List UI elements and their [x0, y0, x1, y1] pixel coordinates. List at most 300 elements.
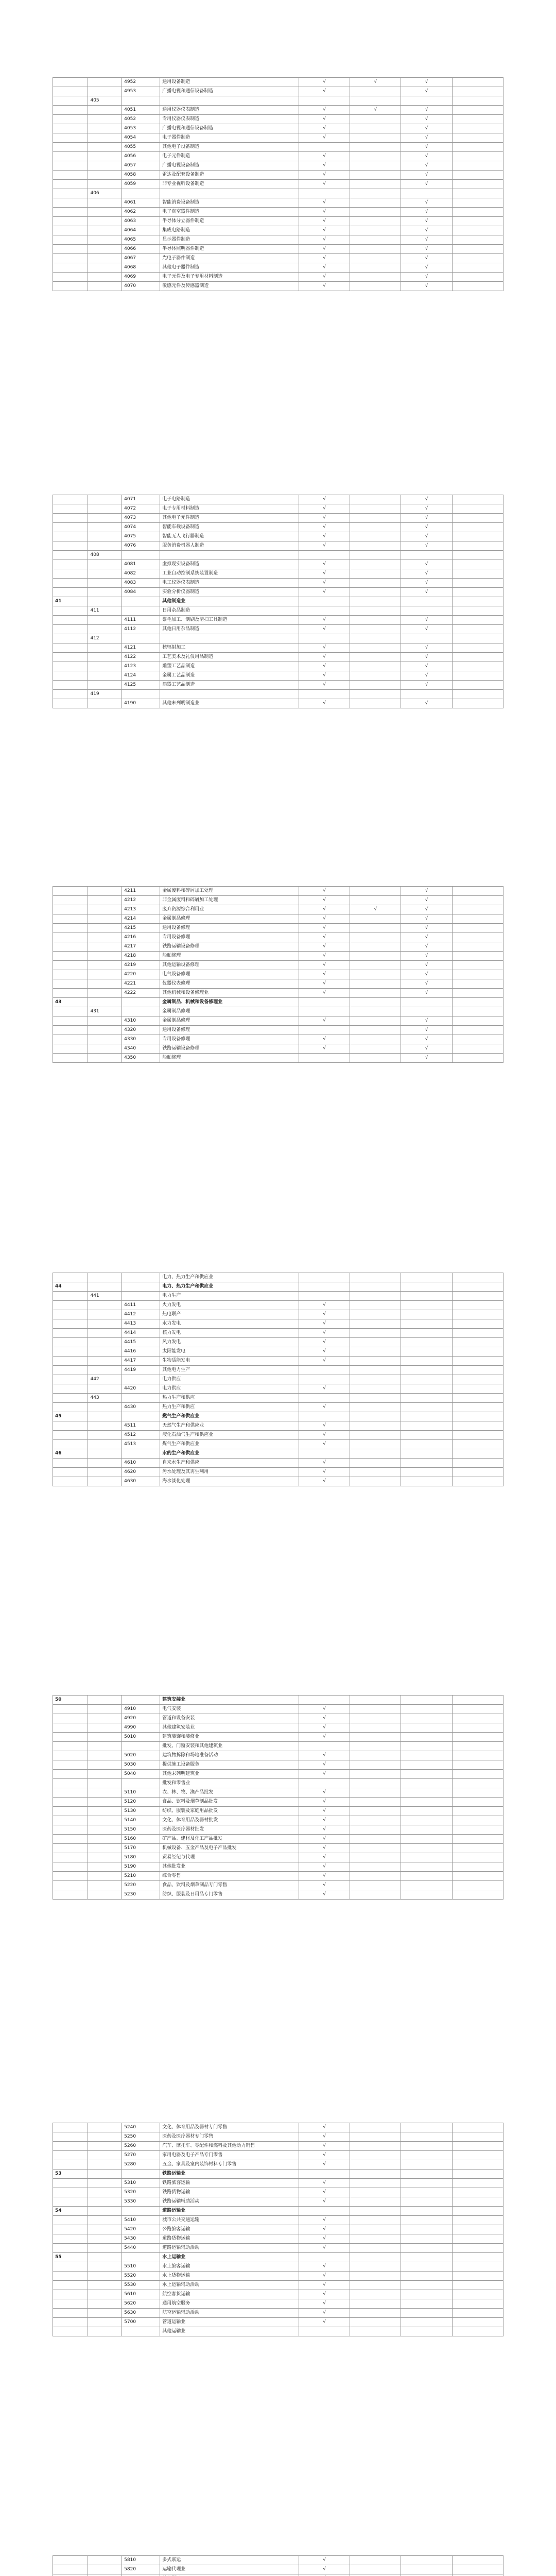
code-cell	[53, 2556, 88, 2565]
table-row	[53, 896, 503, 905]
mark-cell: √	[401, 245, 452, 254]
mark-cell	[299, 1375, 350, 1384]
name-cell: 日用杂品制造	[160, 606, 299, 616]
classification-table	[53, 77, 503, 291]
code-cell: 5420	[122, 2225, 160, 2234]
mark-cell: √	[401, 979, 452, 989]
mark-cell	[452, 1807, 503, 1816]
name-cell: 煤气生产和供应业	[160, 1440, 299, 1449]
code-cell	[88, 1310, 122, 1319]
name-cell	[160, 690, 299, 699]
table-row	[53, 1449, 503, 1459]
mark-cell: √	[350, 106, 401, 115]
code-cell	[88, 1459, 122, 1468]
mark-cell	[452, 1696, 503, 1705]
mark-cell: √	[401, 1044, 452, 1054]
mark-cell	[350, 2565, 401, 2574]
mark-cell	[452, 970, 503, 979]
mark-cell	[452, 152, 503, 161]
code-cell	[88, 1357, 122, 1366]
mark-cell	[452, 914, 503, 924]
table-row	[53, 1825, 503, 1835]
mark-cell: √	[299, 180, 350, 189]
code-cell	[88, 2309, 122, 2318]
mark-cell	[350, 2160, 401, 2170]
mark-cell: √	[299, 2299, 350, 2309]
name-cell: 电力供应	[160, 1375, 299, 1384]
mark-cell	[401, 1696, 452, 1705]
mark-cell: √	[299, 2565, 350, 2574]
mark-cell	[452, 1282, 503, 1292]
mark-cell	[401, 189, 452, 198]
mark-cell	[299, 1007, 350, 1016]
mark-cell: √	[299, 970, 350, 979]
name-cell: 其他运输业	[160, 2327, 299, 2336]
mark-cell	[452, 616, 503, 625]
table-row	[53, 1044, 503, 1054]
code-cell: 4419	[122, 1366, 160, 1375]
code-cell: 4065	[122, 235, 160, 245]
mark-cell: √	[401, 198, 452, 208]
mark-cell: √	[299, 1319, 350, 1329]
code-cell	[88, 2565, 122, 2574]
mark-cell: √	[299, 1431, 350, 1440]
code-cell	[53, 1798, 88, 1807]
mark-cell: √	[299, 1035, 350, 1044]
name-cell: 机械设备、五金产品及电子产品批发	[160, 1844, 299, 1853]
mark-cell	[401, 1468, 452, 1477]
mark-cell	[401, 2142, 452, 2151]
code-cell	[122, 1273, 160, 1282]
code-cell	[88, 2170, 122, 2179]
code-cell: 4420	[122, 1384, 160, 1394]
table-row	[53, 579, 503, 588]
name-cell: 批发和零售业	[160, 1779, 299, 1788]
table-row	[53, 161, 503, 171]
name-cell: 水上运输业	[160, 2253, 299, 2262]
table-row	[53, 115, 503, 124]
code-cell	[88, 887, 122, 896]
code-cell	[122, 1375, 160, 1384]
code-cell	[88, 979, 122, 989]
code-cell: 5140	[122, 1816, 160, 1825]
mark-cell	[350, 597, 401, 606]
mark-cell	[350, 2234, 401, 2244]
mark-cell	[452, 96, 503, 106]
mark-cell	[452, 653, 503, 662]
mark-cell: √	[299, 560, 350, 569]
code-cell	[88, 180, 122, 189]
mark-cell	[452, 1788, 503, 1798]
name-cell: 专用设备修理	[160, 1035, 299, 1044]
mark-cell	[452, 569, 503, 579]
name-cell: 其他未列明制造业	[160, 699, 299, 708]
code-cell	[53, 961, 88, 970]
mark-cell	[350, 2253, 401, 2262]
mark-cell: √	[299, 2290, 350, 2299]
code-cell	[53, 970, 88, 979]
mark-cell: √	[401, 579, 452, 588]
code-cell: 4070	[122, 282, 160, 291]
code-cell: 4071	[122, 495, 160, 504]
mark-cell: √	[299, 2281, 350, 2290]
code-cell	[53, 643, 88, 653]
code-cell	[122, 189, 160, 198]
name-cell: 仪器仪表修理	[160, 979, 299, 989]
mark-cell	[350, 2142, 401, 2151]
mark-cell: √	[350, 905, 401, 914]
mark-cell	[350, 1816, 401, 1825]
name-cell: 电力、热力生产和供应业	[160, 1282, 299, 1292]
mark-cell	[299, 1026, 350, 1035]
code-cell: 4412	[122, 1310, 160, 1319]
mark-cell: √	[299, 1770, 350, 1779]
mark-cell	[452, 952, 503, 961]
code-cell	[53, 2574, 88, 2576]
name-cell: 智能消费设备制造	[160, 198, 299, 208]
mark-cell	[350, 124, 401, 133]
code-cell: 4057	[122, 161, 160, 171]
mark-cell	[350, 1366, 401, 1375]
code-cell	[122, 96, 160, 106]
code-cell	[53, 1468, 88, 1477]
table-row	[53, 2309, 503, 2318]
name-cell: 建筑装饰和装修业	[160, 1733, 299, 1742]
code-cell	[88, 532, 122, 541]
code-cell	[88, 560, 122, 569]
code-cell: 5180	[122, 1853, 160, 1862]
code-cell	[53, 263, 88, 273]
name-cell: 污水处理及其再生利用	[160, 1468, 299, 1477]
code-cell	[53, 96, 88, 106]
mark-cell	[350, 1449, 401, 1459]
code-cell	[88, 2132, 122, 2142]
code-cell	[88, 2160, 122, 2170]
code-cell	[53, 887, 88, 896]
table-row	[53, 989, 503, 998]
code-cell	[122, 1007, 160, 1016]
table-row	[53, 245, 503, 254]
mark-cell	[401, 2179, 452, 2188]
mark-cell	[452, 662, 503, 671]
name-cell: 五金、家具及室内装饰材料专门零售	[160, 2160, 299, 2170]
code-cell	[88, 1890, 122, 1900]
code-cell: 4216	[122, 933, 160, 942]
mark-cell	[350, 208, 401, 217]
code-cell	[53, 671, 88, 681]
code-cell: 5410	[122, 2216, 160, 2225]
mark-cell	[452, 2234, 503, 2244]
mark-cell	[452, 671, 503, 681]
mark-cell	[452, 1714, 503, 1723]
mark-cell	[350, 1742, 401, 1751]
code-cell	[53, 1431, 88, 1440]
mark-cell	[452, 1421, 503, 1431]
mark-cell	[299, 1412, 350, 1421]
mark-cell	[401, 1788, 452, 1798]
code-cell	[88, 1431, 122, 1440]
code-cell	[122, 1282, 160, 1292]
code-cell: 4513	[122, 1440, 160, 1449]
mark-cell: √	[401, 106, 452, 115]
mark-cell	[401, 1319, 452, 1329]
mark-cell	[350, 1890, 401, 1900]
code-cell	[88, 254, 122, 263]
code-cell: 5230	[122, 1890, 160, 1900]
code-cell: 5820	[122, 2565, 160, 2574]
mark-cell	[401, 1394, 452, 1403]
mark-cell: √	[401, 887, 452, 896]
name-cell: 雕塑工艺品制造	[160, 662, 299, 671]
mark-cell	[401, 1770, 452, 1779]
table-row	[53, 1853, 503, 1862]
mark-cell	[452, 1459, 503, 1468]
mark-cell	[401, 2565, 452, 2574]
table-row	[53, 2234, 503, 2244]
mark-cell	[452, 124, 503, 133]
code-cell	[88, 2207, 122, 2216]
mark-cell	[401, 1375, 452, 1384]
mark-cell: √	[401, 532, 452, 541]
mark-cell: √	[299, 1044, 350, 1054]
table-row	[53, 2244, 503, 2253]
table-row	[53, 2216, 503, 2225]
table-row	[53, 1807, 503, 1816]
mark-cell	[350, 282, 401, 291]
code-cell	[88, 198, 122, 208]
code-cell	[88, 681, 122, 690]
mark-cell	[452, 1375, 503, 1384]
code-cell	[53, 1440, 88, 1449]
mark-cell: √	[299, 699, 350, 708]
table-row	[53, 2253, 503, 2262]
code-cell	[53, 2132, 88, 2142]
mark-cell	[350, 699, 401, 708]
mark-cell: √	[401, 1054, 452, 1063]
mark-cell: √	[401, 681, 452, 690]
mark-cell: √	[401, 569, 452, 579]
mark-cell: √	[401, 560, 452, 569]
name-cell: 船舶修理	[160, 952, 299, 961]
mark-cell: √	[299, 273, 350, 282]
mark-cell	[401, 1844, 452, 1853]
table-row	[53, 634, 503, 643]
mark-cell	[452, 643, 503, 653]
code-cell	[53, 1872, 88, 1881]
table-row	[53, 2207, 503, 2216]
name-cell: 智能无人飞行器制造	[160, 532, 299, 541]
mark-cell: √	[401, 495, 452, 504]
code-cell	[53, 2160, 88, 2170]
mark-cell	[401, 2170, 452, 2179]
mark-cell	[350, 2188, 401, 2197]
table-row	[53, 1273, 503, 1282]
name-cell: 电力供应	[160, 1384, 299, 1394]
mark-cell: √	[401, 235, 452, 245]
mark-cell	[452, 1779, 503, 1788]
mark-cell	[350, 551, 401, 560]
code-cell: 4630	[122, 1477, 160, 1486]
table-row	[53, 263, 503, 273]
table-row	[53, 1035, 503, 1044]
mark-cell	[299, 606, 350, 616]
code-cell: 4220	[122, 970, 160, 979]
mark-cell: √	[299, 1881, 350, 1890]
mark-cell: √	[299, 263, 350, 273]
code-cell	[88, 896, 122, 905]
mark-cell	[452, 933, 503, 942]
code-cell: 45	[53, 1412, 88, 1421]
code-cell	[53, 106, 88, 115]
code-cell	[53, 1459, 88, 1468]
mark-cell: √	[299, 1705, 350, 1714]
code-cell: 5610	[122, 2290, 160, 2299]
code-cell	[88, 1412, 122, 1421]
code-cell	[53, 1844, 88, 1853]
mark-cell: √	[299, 681, 350, 690]
table-section	[53, 77, 503, 291]
mark-cell	[452, 1733, 503, 1742]
code-cell	[53, 514, 88, 523]
name-cell: 金属制品修理	[160, 1016, 299, 1026]
mark-cell	[350, 2309, 401, 2318]
mark-cell: √	[299, 124, 350, 133]
code-cell: 4066	[122, 245, 160, 254]
mark-cell: √	[299, 1347, 350, 1357]
mark-cell	[452, 942, 503, 952]
name-cell: 鬃毛加工、制刷及清扫工具制造	[160, 616, 299, 625]
mark-cell: √	[299, 87, 350, 96]
code-cell	[88, 905, 122, 914]
code-cell	[88, 998, 122, 1007]
code-cell	[88, 1723, 122, 1733]
table-row	[53, 1412, 503, 1421]
code-cell	[88, 87, 122, 96]
mark-cell: √	[299, 1440, 350, 1449]
mark-cell: √	[401, 161, 452, 171]
mark-cell	[350, 1751, 401, 1760]
table-row	[53, 1310, 503, 1319]
code-cell: 5130	[122, 1807, 160, 1816]
mark-cell	[452, 1035, 503, 1044]
code-cell	[53, 198, 88, 208]
code-cell	[88, 924, 122, 933]
mark-cell: √	[299, 1844, 350, 1853]
mark-cell	[350, 189, 401, 198]
code-cell	[53, 1384, 88, 1394]
name-cell: 文化、体育用品及器材批发	[160, 1816, 299, 1825]
table-row	[53, 1742, 503, 1751]
code-cell	[88, 1282, 122, 1292]
code-cell	[88, 152, 122, 161]
mark-cell: √	[299, 1310, 350, 1319]
mark-cell: √	[299, 1816, 350, 1825]
table-row	[53, 2123, 503, 2132]
mark-cell	[452, 1403, 503, 1412]
code-cell	[53, 495, 88, 504]
code-cell: 5170	[122, 1844, 160, 1853]
table-row	[53, 1477, 503, 1486]
mark-cell: √	[299, 1477, 350, 1486]
code-cell: 54	[53, 2207, 88, 2216]
mark-cell	[401, 2299, 452, 2309]
mark-cell	[452, 896, 503, 905]
mark-cell: √	[401, 171, 452, 180]
name-cell: 家用电器及电子产品专门零售	[160, 2151, 299, 2160]
mark-cell	[350, 87, 401, 96]
mark-cell	[452, 1723, 503, 1733]
code-cell	[88, 1035, 122, 1044]
mark-cell	[452, 78, 503, 87]
mark-cell	[452, 514, 503, 523]
mark-cell	[350, 96, 401, 106]
name-cell: 电力生产	[160, 1292, 299, 1301]
name-cell: 医药及医疗器材专门零售	[160, 2132, 299, 2142]
mark-cell	[401, 2309, 452, 2318]
code-cell	[53, 699, 88, 708]
name-cell: 半导体照明器件制造	[160, 245, 299, 254]
code-cell	[88, 2253, 122, 2262]
code-cell	[53, 124, 88, 133]
name-cell: 提供施工设备服务	[160, 1760, 299, 1770]
mark-cell: √	[299, 1459, 350, 1468]
mark-cell	[401, 1459, 452, 1468]
code-cell: 5020	[122, 1751, 160, 1760]
code-cell	[88, 1384, 122, 1394]
code-cell	[53, 896, 88, 905]
code-cell: 5030	[122, 1760, 160, 1770]
table-row	[53, 133, 503, 143]
name-cell: 矿产品、建材及化工产品批发	[160, 1835, 299, 1844]
code-cell	[53, 143, 88, 152]
mark-cell	[299, 2253, 350, 2262]
name-cell: 其他电子元件制造	[160, 514, 299, 523]
mark-cell	[452, 541, 503, 551]
table-row	[53, 1733, 503, 1742]
name-cell: 水上运输辅助活动	[160, 2281, 299, 2290]
mark-cell	[452, 1357, 503, 1366]
code-cell	[88, 1807, 122, 1816]
table-row	[53, 282, 503, 291]
mark-cell	[299, 1449, 350, 1459]
code-cell	[53, 653, 88, 662]
table-row	[53, 2160, 503, 2170]
mark-cell	[452, 2299, 503, 2309]
mark-cell	[350, 681, 401, 690]
name-cell: 非金属废料和碎屑加工处理	[160, 896, 299, 905]
mark-cell	[299, 1394, 350, 1403]
mark-cell: √	[299, 245, 350, 254]
mark-cell: √	[299, 541, 350, 551]
mark-cell	[452, 87, 503, 96]
code-cell: 4052	[122, 115, 160, 124]
code-cell: 408	[88, 551, 122, 560]
mark-cell	[452, 1468, 503, 1477]
code-cell	[53, 616, 88, 625]
table-row	[53, 226, 503, 235]
mark-cell: √	[299, 625, 350, 634]
name-cell: 电气设备修理	[160, 970, 299, 979]
mark-cell	[401, 1431, 452, 1440]
code-cell: 4067	[122, 254, 160, 263]
code-cell	[53, 1329, 88, 1338]
code-cell	[53, 924, 88, 933]
table-row	[53, 2225, 503, 2234]
name-cell: 其他未列明建筑业	[160, 1770, 299, 1779]
code-cell	[53, 2179, 88, 2188]
mark-cell	[350, 1844, 401, 1853]
name-cell: 其他建筑安装业	[160, 1723, 299, 1733]
